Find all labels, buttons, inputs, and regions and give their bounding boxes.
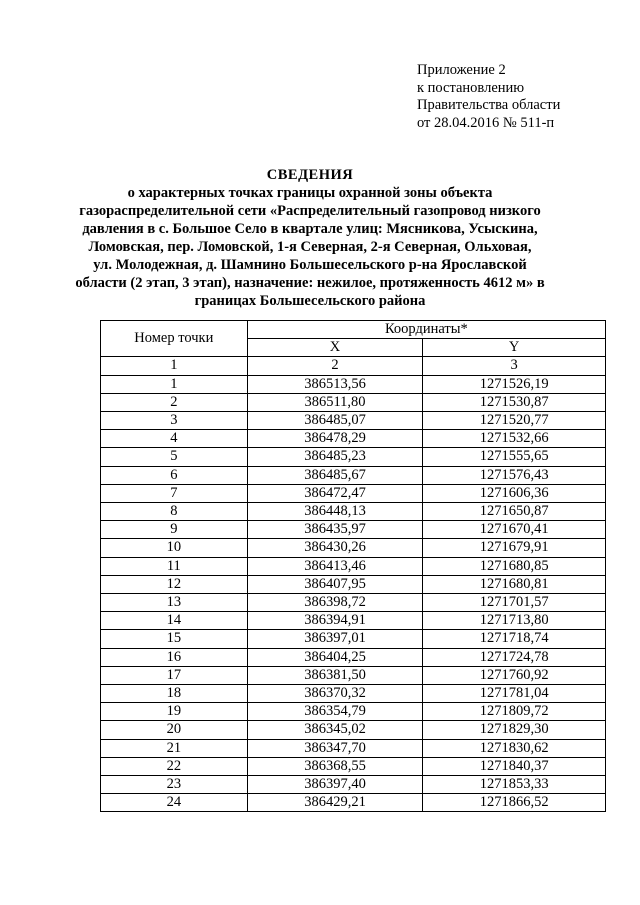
point-number-cell: 19 bbox=[101, 703, 248, 721]
table-row bbox=[101, 466, 606, 484]
x-coordinate-cell: 386485,23 bbox=[247, 448, 423, 466]
point-number-cell: 15 bbox=[101, 630, 248, 648]
table-row bbox=[101, 612, 606, 630]
x-coordinate-cell: 386472,47 bbox=[247, 484, 423, 502]
y-coordinate-cell: 1271680,81 bbox=[423, 575, 606, 593]
table-row bbox=[101, 430, 606, 448]
document-title: СВЕДЕНИЯ bbox=[266, 167, 354, 183]
y-coordinate-cell: 1271713,80 bbox=[423, 612, 606, 630]
description-line: газораспределительной сети «Распределительный газопровод низкого bbox=[79, 203, 541, 219]
y-coordinate-cell: 1271760,92 bbox=[423, 666, 606, 684]
x-coordinate-cell: 386397,01 bbox=[247, 630, 423, 648]
table-row bbox=[101, 448, 606, 466]
y-coordinate-cell: 1271853,33 bbox=[423, 776, 606, 794]
x-coordinate-cell: 386485,67 bbox=[247, 466, 423, 484]
y-coordinate-cell: 1271530,87 bbox=[423, 393, 606, 411]
y-coordinate-cell: 1271606,36 bbox=[423, 484, 606, 502]
y-coordinate-cell: 1271650,87 bbox=[423, 503, 606, 521]
point-number-cell: 11 bbox=[101, 557, 248, 575]
point-number-cell: 7 bbox=[101, 484, 248, 502]
table-row bbox=[101, 630, 606, 648]
y-coordinate-cell: 1271829,30 bbox=[423, 721, 606, 739]
column-index: 1 bbox=[101, 357, 248, 375]
y-coordinate-cell: 1271840,37 bbox=[423, 757, 606, 775]
point-number-cell: 1 bbox=[101, 375, 248, 393]
y-coordinate-cell: 1271866,52 bbox=[423, 794, 606, 812]
x-coordinate-cell: 386448,13 bbox=[247, 503, 423, 521]
y-coordinate-cell: 1271680,85 bbox=[423, 557, 606, 575]
table-row bbox=[101, 393, 606, 411]
table-row bbox=[101, 557, 606, 575]
point-number-cell: 21 bbox=[101, 739, 248, 757]
table-row bbox=[101, 703, 606, 721]
point-number-cell: 18 bbox=[101, 685, 248, 703]
table-row bbox=[101, 776, 606, 794]
x-coordinate-cell: 386435,97 bbox=[247, 521, 423, 539]
point-number-cell: 20 bbox=[101, 721, 248, 739]
description-line: ул. Молодежная, д. Шамнино Большесельского р-на Ярославской bbox=[93, 257, 527, 273]
table-row bbox=[101, 666, 606, 684]
y-coordinate-cell: 1271724,78 bbox=[423, 648, 606, 666]
appendix-note bbox=[417, 62, 560, 132]
point-number-cell: 8 bbox=[101, 503, 248, 521]
coordinates-table bbox=[100, 320, 606, 812]
table-row bbox=[101, 757, 606, 775]
table-row bbox=[101, 412, 606, 430]
point-number-cell: 22 bbox=[101, 757, 248, 775]
y-coordinate-cell: 1271809,72 bbox=[423, 703, 606, 721]
table-row bbox=[101, 721, 606, 739]
document-description bbox=[50, 184, 570, 310]
x-coordinate-cell: 386511,80 bbox=[247, 393, 423, 411]
point-number-cell: 10 bbox=[101, 539, 248, 557]
point-number-cell: 6 bbox=[101, 466, 248, 484]
appendix-line: к постановлению bbox=[417, 79, 525, 96]
x-coordinate-cell: 386407,95 bbox=[247, 575, 423, 593]
point-number-cell: 5 bbox=[101, 448, 248, 466]
header-x: X bbox=[247, 339, 423, 357]
point-number-cell: 9 bbox=[101, 521, 248, 539]
x-coordinate-cell: 386430,26 bbox=[247, 539, 423, 557]
y-coordinate-cell: 1271555,65 bbox=[423, 448, 606, 466]
y-coordinate-cell: 1271701,57 bbox=[423, 594, 606, 612]
y-coordinate-cell: 1271679,91 bbox=[423, 539, 606, 557]
table-row bbox=[101, 539, 606, 557]
table-row bbox=[101, 484, 606, 502]
x-coordinate-cell: 386370,32 bbox=[247, 685, 423, 703]
y-coordinate-cell: 1271532,66 bbox=[423, 430, 606, 448]
column-index: 3 bbox=[423, 357, 606, 375]
column-index: 2 bbox=[247, 357, 423, 375]
point-number-cell: 17 bbox=[101, 666, 248, 684]
point-number-cell: 3 bbox=[101, 412, 248, 430]
point-number-cell: 16 bbox=[101, 648, 248, 666]
table-row bbox=[101, 739, 606, 757]
table-row bbox=[101, 521, 606, 539]
appendix-line: Приложение 2 bbox=[417, 62, 506, 78]
x-coordinate-cell: 386345,02 bbox=[247, 721, 423, 739]
x-coordinate-cell: 386368,55 bbox=[247, 757, 423, 775]
description-line: давления в с. Большое Село в квартале улиц: Мясникова, Усыскина, bbox=[82, 221, 538, 237]
point-number-cell: 13 bbox=[101, 594, 248, 612]
y-coordinate-cell: 1271520,77 bbox=[423, 412, 606, 430]
description-line: о характерных точках границы охранной зоны объекта bbox=[127, 185, 493, 201]
y-coordinate-cell: 1271670,41 bbox=[423, 521, 606, 539]
point-number-cell: 12 bbox=[101, 575, 248, 593]
y-coordinate-cell: 1271830,62 bbox=[423, 739, 606, 757]
y-coordinate-cell: 1271781,04 bbox=[423, 685, 606, 703]
x-coordinate-cell: 386397,40 bbox=[247, 776, 423, 794]
y-coordinate-cell: 1271526,19 bbox=[423, 375, 606, 393]
point-number-cell: 2 bbox=[101, 393, 248, 411]
table-row bbox=[101, 594, 606, 612]
point-number-cell: 23 bbox=[101, 776, 248, 794]
point-number-cell: 24 bbox=[101, 794, 248, 812]
y-coordinate-cell: 1271718,74 bbox=[423, 630, 606, 648]
table-row bbox=[101, 575, 606, 593]
x-coordinate-cell: 386404,25 bbox=[247, 648, 423, 666]
header-y: Y bbox=[423, 339, 606, 357]
x-coordinate-cell: 386381,50 bbox=[247, 666, 423, 684]
x-coordinate-cell: 386347,70 bbox=[247, 739, 423, 757]
appendix-line: Правительства области bbox=[417, 97, 561, 113]
table-row bbox=[101, 685, 606, 703]
point-number-cell: 14 bbox=[101, 612, 248, 630]
description-line: границах Большесельского района bbox=[194, 293, 426, 309]
appendix-line: от 28.04.2016 № 511-п bbox=[417, 114, 555, 131]
x-coordinate-cell: 386354,79 bbox=[247, 703, 423, 721]
y-coordinate-cell: 1271576,43 bbox=[423, 466, 606, 484]
table-row bbox=[101, 375, 606, 393]
x-coordinate-cell: 386478,29 bbox=[247, 430, 423, 448]
coordinates-body bbox=[101, 375, 606, 812]
table-row bbox=[101, 794, 606, 812]
header-point-number: Номер точки bbox=[101, 321, 248, 357]
description-line: области (2 этап, 3 этап), назначение: нежилое, протяженность 4612 м» в bbox=[75, 275, 545, 291]
description-line: Ломовская, пер. Ломовской, 1-я Северная, 2-я Северная, Ольховая, bbox=[88, 239, 532, 255]
header-coordinates: Координаты* bbox=[247, 321, 605, 339]
x-coordinate-cell: 386398,72 bbox=[247, 594, 423, 612]
table-row bbox=[101, 648, 606, 666]
point-number-cell: 4 bbox=[101, 430, 248, 448]
x-coordinate-cell: 386513,56 bbox=[247, 375, 423, 393]
x-coordinate-cell: 386413,46 bbox=[247, 557, 423, 575]
x-coordinate-cell: 386485,07 bbox=[247, 412, 423, 430]
document-heading bbox=[75, 166, 545, 310]
x-coordinate-cell: 386429,21 bbox=[247, 794, 423, 812]
x-coordinate-cell: 386394,91 bbox=[247, 612, 423, 630]
table-row bbox=[101, 503, 606, 521]
